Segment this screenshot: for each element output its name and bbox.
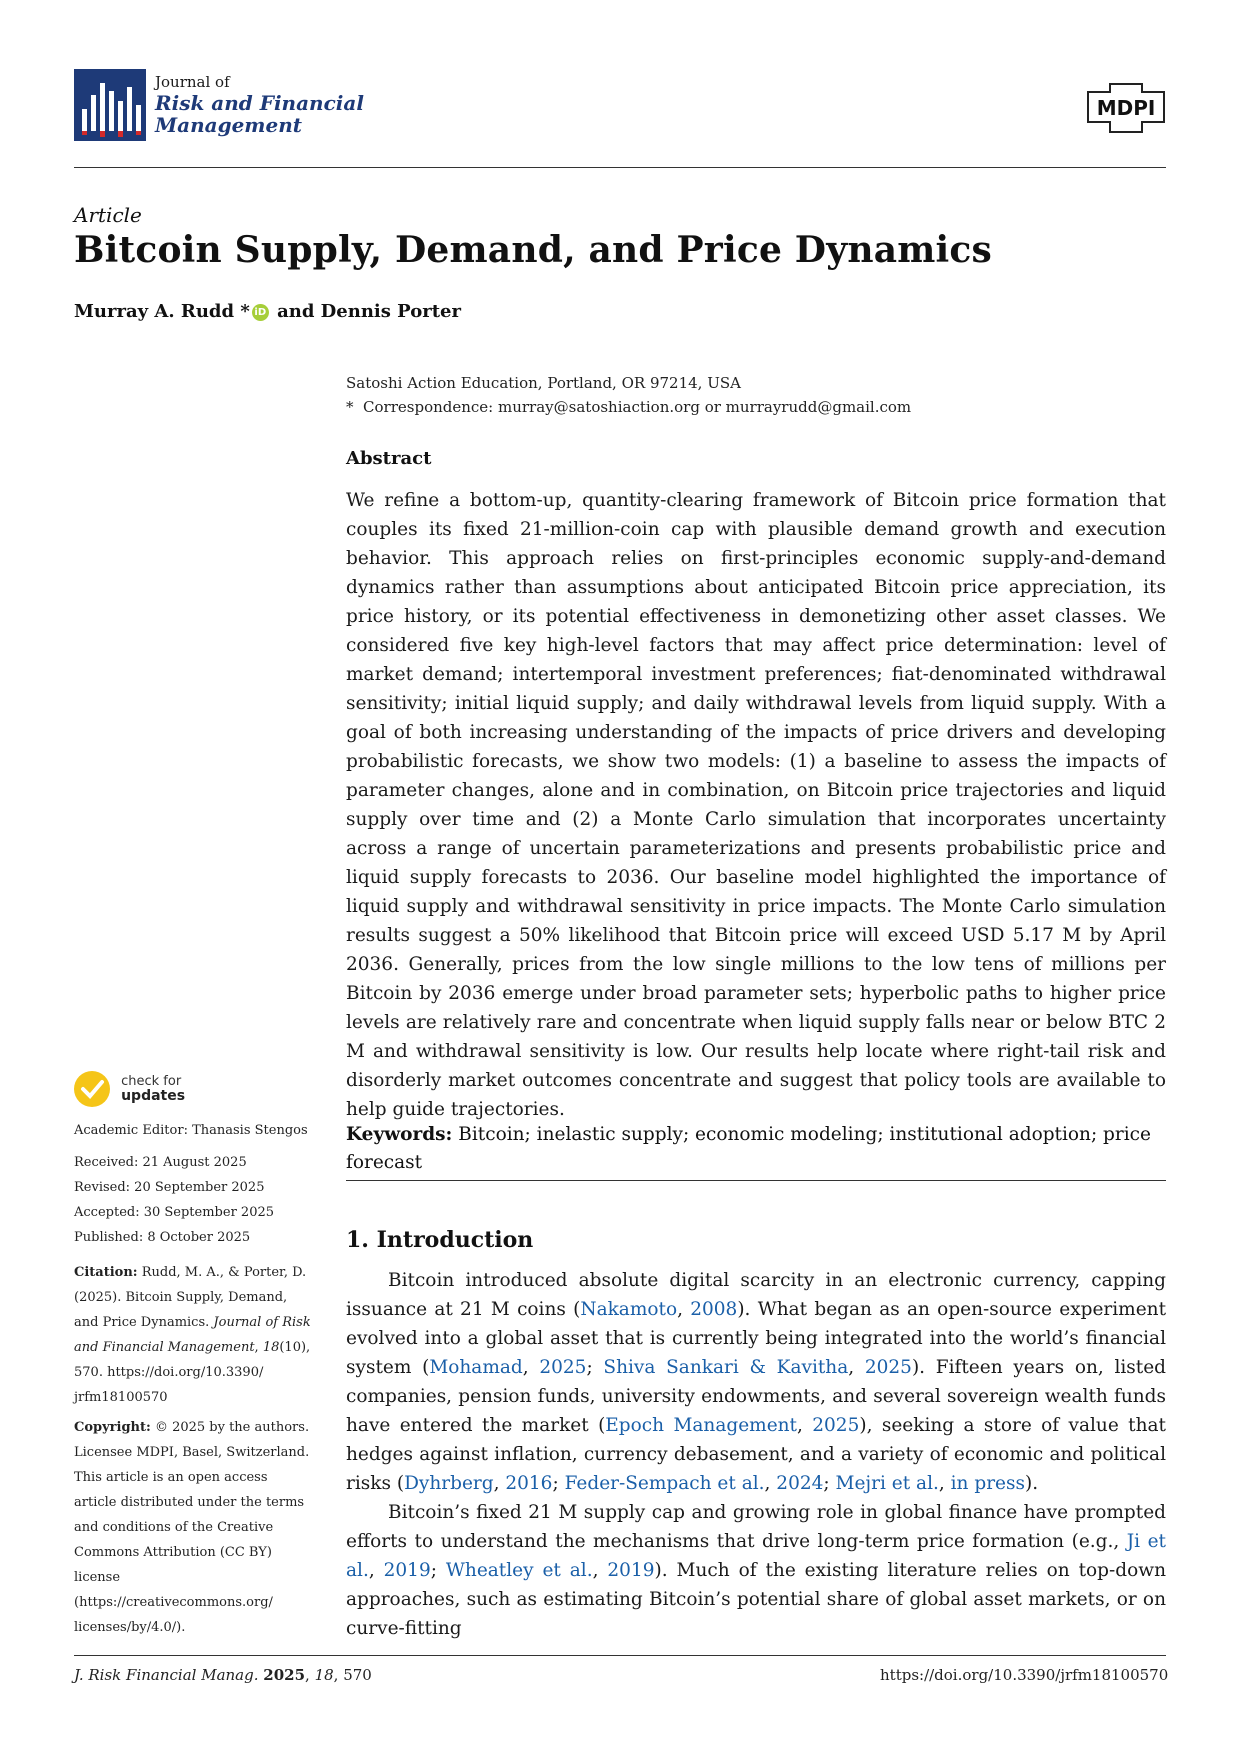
journal-title-line3: Management [155, 113, 302, 137]
ref-dyhrberg[interactable]: Dyhrberg [404, 1473, 494, 1494]
journal-title [155, 72, 364, 136]
author-list [74, 301, 461, 322]
journal-title-line1: Journal of [155, 73, 230, 91]
footer-citation: J. Risk Financial Manag. 2025, 18, 570 [74, 1666, 372, 1684]
citation-label: Citation: [74, 1265, 138, 1280]
introduction-body [346, 1266, 1166, 1643]
mdpi-logo [1080, 82, 1172, 134]
date-accepted: Accepted: 30 September 2025 [74, 1205, 275, 1220]
check-icon [74, 1071, 110, 1107]
affiliation: Satoshi Action Education, Portland, OR 97214, USA [346, 374, 741, 392]
ref-shiva-year[interactable]: 2025 [864, 1357, 912, 1378]
keywords-list: Bitcoin; inelastic supply; economic modeling; institutional adoption; price forecast [346, 1124, 1151, 1173]
ref-epoch-year[interactable]: 2025 [812, 1415, 860, 1436]
check-for-updates-badge[interactable] [74, 1071, 185, 1107]
article-type: Article [74, 203, 142, 227]
journal-logo [74, 69, 146, 141]
footer-doi[interactable]: https://doi.org/10.3390/jrfm18100570 [880, 1666, 1169, 1684]
date-revised: Revised: 20 September 2025 [74, 1180, 265, 1195]
corresponding-mark: * [240, 301, 250, 322]
ref-nakamoto-year[interactable]: 2008 [690, 1299, 738, 1320]
ref-dyhrberg-year[interactable]: 2016 [505, 1473, 553, 1494]
date-published: Published: 8 October 2025 [74, 1230, 251, 1245]
ref-ji-year[interactable]: 2019 [383, 1560, 431, 1581]
date-received: Received: 21 August 2025 [74, 1155, 247, 1170]
ref-feder-sempach[interactable]: Feder-Sempach et al. [564, 1473, 765, 1494]
ref-nakamoto[interactable]: Nakamoto [580, 1299, 678, 1320]
abstract-text: We refine a bottom-up, quantity-clearing framework of Bitcoin price formation that couples its fixed 21-million-coin cap with plausible demand growth and execution behavior. This approach relies on first-principles economic supply-and-demand dynamics rather than assumptions about anticipated Bitcoin price appreciation, its price history, or its potential effectiveness in demonetizing other asset classes. We considered five key high-level factors that may affect price determination: level of market demand; intertemporal investment preferences; fiat-denominated withdrawal sensitivity; initial liquid supply; and daily withdrawal levels from liquid supply. With a goal of both increasing understanding of the impacts of price drivers and developing probabilistic forecasts, we show two models: (1) a baseline to assess the impacts of parameter changes, alone and in combination, on Bitcoin price trajectories and liquid supply over time and (2) a Monte Carlo simulation that incorporates uncertainty across a range of uncertain parameterizations and presents probabilistic price and liquid supply forecasts to 2036. Our baseline model highlighted the importance of liquid supply and withdrawal sensitivity in price impacts. The Monte Carlo simulation results suggest a 50% likelihood that Bitcoin price will exceed USD 5.17 M by April 2036. Generally, prices from the low single millions to the low tens of millions per Bitcoin by 2036 emerge under broad parameter sets; hyperbolic paths to higher price levels are relatively rare and concentrate when liquid supply falls near or below BTC 2 M and withdrawal sensitivity is low. Our results help locate where right-tail risk and disorderly market outcomes concentrate and suggest that policy tools are available to help guide trajectories. [346, 490, 1166, 1120]
citation: Citation: Rudd, M. A., & Porter, D. (2025). Bitcoin Supply, Demand, and Price Dynamics. Journal of Risk and Financial Management, 18(10), 570. https://doi.org/10.3390/ jrfm18100570 [74, 1265, 311, 1405]
correspondence-text: Correspondence: murray@satoshiaction.org or murrayrudd@gmail.com [363, 398, 912, 416]
ref-mejri-year[interactable]: in press [950, 1473, 1025, 1494]
abstract-heading: Abstract [346, 448, 432, 469]
ref-feder-sempach-year[interactable]: 2024 [776, 1473, 824, 1494]
ref-mohamad[interactable]: Mohamad [429, 1357, 523, 1378]
keywords-rule [346, 1180, 1166, 1181]
affiliation-block [346, 371, 911, 419]
updates-label: updates [121, 1088, 186, 1104]
ref-wheatley[interactable]: Wheatley et al. [445, 1560, 593, 1581]
correspondence-mark: * [346, 398, 354, 416]
footer-rule [74, 1655, 1166, 1656]
ref-epoch[interactable]: Epoch Management [605, 1415, 797, 1436]
publisher-name: MDPI [1096, 96, 1156, 120]
copyright: Copyright: © 2025 by the authors. Licensee MDPI, Basel, Switzerland. This article is an open access article distributed under the terms and conditions of the Creative Commons Attribution (CC BY) license (https://creativecommons.org/ licenses/by/4.0/). [74, 1420, 310, 1635]
ref-wheatley-year[interactable]: 2019 [607, 1560, 655, 1581]
section-heading-introduction: 1. Introduction [346, 1227, 534, 1253]
copyright-label: Copyright: [74, 1420, 151, 1435]
article-title: Bitcoin Supply, Demand, and Price Dynamics [74, 229, 992, 271]
citation-journal: Journal of Risk and Financial Management [74, 1315, 311, 1355]
intro-paragraph-2: Bitcoin’s fixed 21 M supply cap and growing role in global finance have prompted efforts to understand the mechanisms that drive long-term price formation (e.g., Ji et al., 2019; Wheatley et al., 2019). Much of the existing literature relies on top-down approaches, such as estimating Bitcoin’s potential share of global asset markets, or on curve-fitting [346, 1502, 1166, 1639]
header-rule [74, 167, 1166, 168]
author-porter: and Dennis Porter [277, 301, 461, 322]
academic-editor: Academic Editor: Thanasis Stengos [74, 1123, 308, 1138]
keywords [346, 1121, 1166, 1177]
ref-mejri[interactable]: Mejri et al. [835, 1473, 939, 1494]
correspondence [346, 395, 911, 419]
author-rudd[interactable]: Murray A. Rudd [74, 301, 235, 322]
orcid-icon[interactable]: iD [252, 304, 269, 321]
ref-ji[interactable]: Ji et al. [346, 1531, 1166, 1581]
check-for-label: check for [121, 1074, 182, 1089]
journal-title-line2: Risk and Financial [155, 91, 364, 115]
ref-mohamad-year[interactable]: 2025 [539, 1357, 587, 1378]
keywords-label: Keywords: [346, 1124, 453, 1145]
ref-shiva[interactable]: Shiva Sankari & Kavitha [603, 1357, 849, 1378]
intro-paragraph-1: Bitcoin introduced absolute digital scarcity in an electronic currency, capping issuance at 21 M coins (Nakamoto, 2008). What began as an open-source experiment evolved into a global asset that is currently being integrated into the world’s financial system (Mohamad, 2025; Shiva Sankari & Kavitha, 2025). Fifteen years on, listed companies, pension funds, university endowments, and several sovereign wealth funds have entered the market (Epoch Management, 2025), seeking a store of value that hedges against inflation, currency debasement, and a variety of economic and political risks (Dyhrberg, 2016; Feder-Sempach et al., 2024; Mejri et al., in press). [346, 1270, 1167, 1494]
